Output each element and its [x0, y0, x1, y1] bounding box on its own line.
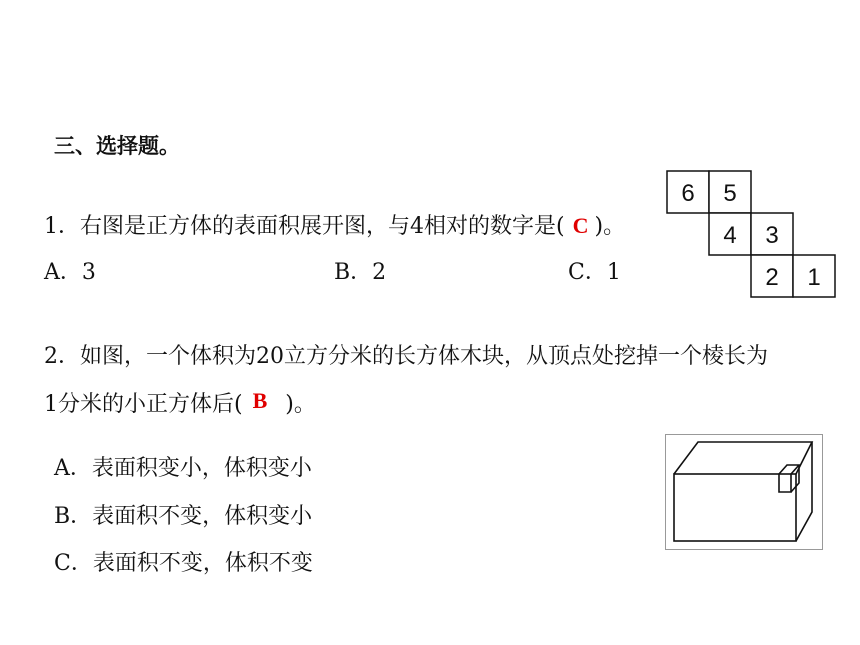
question-2-option-c: C．表面积不变，体积不变: [54, 551, 313, 576]
net-cell-1: [793, 255, 835, 297]
net-number-4: 4: [723, 222, 737, 249]
question-2-line-1: 2．如图，一个体积为20立方分米的长方体木块，从顶点处挖掉一个棱长为: [44, 344, 768, 369]
section-title: 三、选择题。: [54, 133, 180, 158]
net-cell-6: [667, 171, 709, 213]
question-2-line-2: [44, 388, 316, 417]
net-cell-5: [709, 171, 751, 213]
question-1-option-a: A．3: [44, 260, 96, 285]
question-1-text-before: 1．右图是正方体的表面积展开图，与4相对的数字是(: [44, 214, 565, 239]
net-cell-3: [751, 213, 793, 255]
question-2-answer: B: [252, 388, 268, 413]
question-1-option-c: C．1: [568, 260, 621, 285]
cube-net-figure: [666, 170, 838, 300]
question-1-stem: [44, 215, 625, 238]
net-number-3: 3: [765, 222, 779, 249]
question-2-text-before: 1分米的小正方体后(: [44, 392, 243, 417]
question-1-answer: C: [572, 213, 589, 238]
net-number-1: 1: [807, 264, 821, 291]
question-1-option-b: B．2: [334, 260, 387, 285]
figure-frame: [666, 435, 823, 550]
question-2-text-after: )。: [285, 392, 316, 417]
net-number-5: 5: [723, 180, 737, 207]
net-number-2: 2: [765, 264, 779, 291]
cuboid-figure: [665, 434, 823, 550]
question-1-text-after: )。: [594, 214, 626, 239]
question-2-option-b: B．表面积不变，体积变小: [54, 504, 313, 529]
net-cell-4: [709, 213, 751, 255]
net-cell-2: [751, 255, 793, 297]
net-number-6: 6: [681, 180, 695, 207]
question-2-option-a: A．表面积变小，体积变小: [54, 456, 312, 481]
